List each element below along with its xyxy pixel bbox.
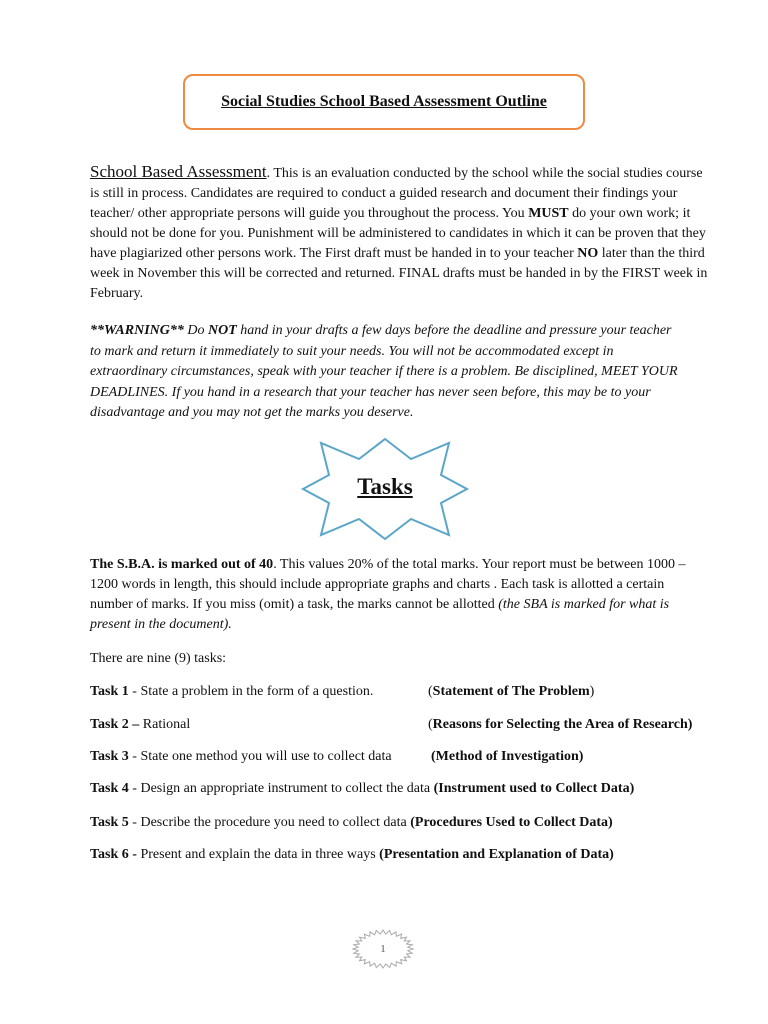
task-number: Task 3 bbox=[90, 749, 129, 764]
task-subtitle: Statement of The Problem bbox=[432, 684, 590, 699]
sba-italic: (the SBA is marked for what is present in the document). bbox=[90, 597, 670, 632]
sba-bold: The S.B.A. is marked out of 40 bbox=[90, 557, 274, 572]
task-number: Task 1 bbox=[90, 684, 129, 699]
warning-text-2: hand in your drafts a few days before the deadline and pressure your teacher to mark and return it immediately to suit your needs. You will not be accommodated except in extraordinary circumstances, speak with your teacher if there is a problem. Be disciplined, MEET YOUR DEADLINES. If you hand in a research that your teacher has never seen before, this may be to your disadvantage and you may not get the marks you deserve. bbox=[90, 323, 678, 420]
warning-not: NOT bbox=[208, 323, 237, 338]
tasks-heading: Tasks bbox=[357, 474, 413, 499]
task-row-1 bbox=[90, 684, 595, 700]
task-subtitle: (Method of Investigation) bbox=[431, 749, 584, 764]
intro-no: NO bbox=[577, 246, 599, 261]
task-subtitle: (Presentation and Explanation of Data) bbox=[379, 847, 614, 862]
task-row-4 bbox=[90, 781, 634, 797]
paren: ( bbox=[428, 684, 433, 699]
nine-tasks-line: There are nine (9) tasks: bbox=[90, 651, 227, 666]
page-number-seal bbox=[352, 929, 414, 969]
page-title: Social Studies School Based Assessment Outline bbox=[221, 93, 547, 110]
warning-text-1: Do bbox=[183, 323, 208, 338]
task-number: Task 6 - bbox=[90, 847, 137, 862]
task-row-5 bbox=[90, 815, 613, 831]
task-description: Present and explain the data in three ways bbox=[140, 847, 380, 862]
task-description: Design an appropriate instrument to collect the data bbox=[140, 781, 434, 796]
warning-paragraph bbox=[90, 321, 680, 424]
task-subtitle-wrap bbox=[428, 684, 594, 700]
task-separator: - bbox=[128, 684, 141, 699]
task-description: State a problem in the form of a question. bbox=[140, 684, 374, 699]
task-separator: - bbox=[128, 781, 141, 796]
paren: ( bbox=[428, 717, 433, 732]
intro-lead: School Based Assessment bbox=[90, 162, 267, 181]
intro-text-2: do your own work; it should not be done for you. Punishment will be administered to candidates in which it can be proven that they have plagiarized other persons work. The First draft must be handed in to your teacher bbox=[90, 206, 706, 261]
task-row-6 bbox=[90, 847, 614, 863]
warning-label: **WARNING** bbox=[90, 323, 184, 338]
tasks-star-banner bbox=[299, 437, 471, 541]
sba-paragraph bbox=[90, 555, 690, 635]
task-row-2 bbox=[90, 717, 693, 733]
task-number: Task 4 bbox=[90, 781, 129, 796]
intro-text-1: . This is an evaluation conducted by the school while the social studies course is still in process. Candidates are required to conduct a guided research and document their findings your teacher/ other appropriate persons will guide you throughout the process. You bbox=[90, 166, 703, 221]
intro-must: MUST bbox=[528, 206, 569, 221]
sba-text: . This values 20% of the total marks. Your report must be between 1000 – 1200 words in length, this should include appropriate graphs and charts . Each task is allotted a certain number of marks. If you miss (omit) a task, the marks cannot be allotted bbox=[90, 557, 686, 612]
intro-text-3: later than the third week in November this will be corrected and returned. FINAL drafts must be handed in by the FIRST week in February. bbox=[90, 246, 708, 301]
task-description: Describe the procedure you need to collect data bbox=[140, 815, 411, 830]
intro-paragraph bbox=[90, 162, 712, 304]
title-box bbox=[183, 74, 585, 130]
task-separator: - bbox=[128, 749, 141, 764]
task-separator: - bbox=[128, 815, 141, 830]
task-subtitle-wrap bbox=[431, 749, 583, 765]
task-number: Task 5 bbox=[90, 815, 129, 830]
task-number: Task 2 – bbox=[90, 717, 140, 732]
page-number: 1 bbox=[380, 943, 386, 955]
task-subtitle: Reasons for Selecting the Area of Research) bbox=[432, 717, 693, 732]
task-description: Rational bbox=[142, 717, 191, 732]
task-description: State one method you will use to collect data bbox=[140, 749, 392, 764]
paren: ) bbox=[589, 684, 595, 699]
task-row-3 bbox=[90, 749, 584, 765]
task-subtitle: (Instrument used to Collect Data) bbox=[433, 781, 635, 796]
task-subtitle-wrap bbox=[428, 717, 692, 733]
task-subtitle: (Procedures Used to Collect Data) bbox=[410, 815, 613, 830]
